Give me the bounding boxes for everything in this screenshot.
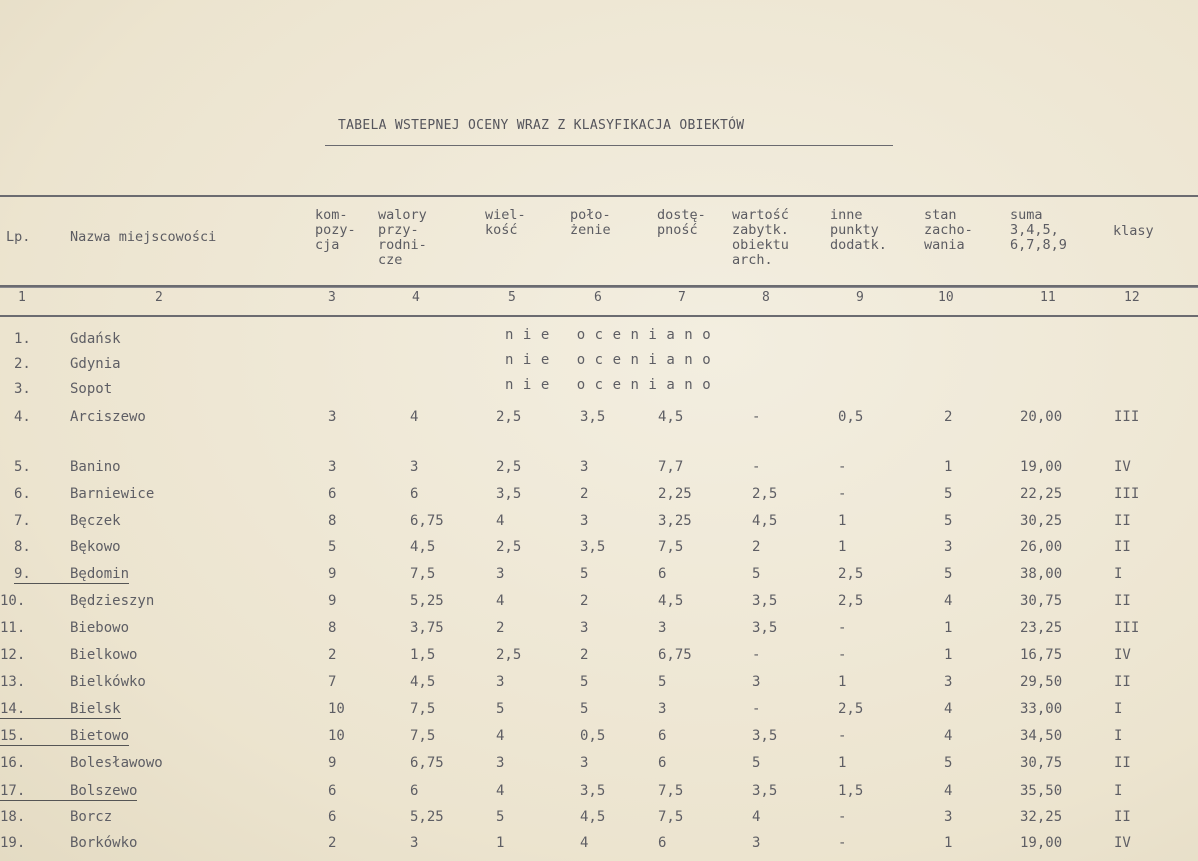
value-cell-c7: 4,5 <box>658 593 684 609</box>
row-number: 4. <box>14 409 31 425</box>
value-cell-c9: 2,5 <box>838 566 864 582</box>
column-header: wartość zabytk. obiektu arch. <box>732 207 789 268</box>
column-header: dostę- pność <box>657 207 706 238</box>
value-cell-c4: 7,5 <box>410 701 436 717</box>
value-cell-c4: 7,5 <box>410 728 436 744</box>
place-name: Barniewice <box>70 486 155 502</box>
value-cell-c12: I <box>1114 783 1123 799</box>
value-cell-c6: 2 <box>580 486 589 502</box>
value-cell-c8: 4 <box>752 809 761 825</box>
not-rated-note: nie oceniano <box>505 352 721 368</box>
value-cell-c12: III <box>1114 620 1140 636</box>
value-cell-c6: 3,5 <box>580 539 606 555</box>
value-cell-c7: 7,5 <box>658 809 684 825</box>
value-cell-c12: I <box>1114 701 1123 717</box>
value-cell-c4: 6 <box>410 783 419 799</box>
value-cell-c9: 1 <box>838 539 847 555</box>
value-cell-c3: 6 <box>328 809 337 825</box>
column-number: 10 <box>938 290 954 305</box>
column-number: 3 <box>328 290 336 305</box>
place-name: Biebowo <box>70 620 130 636</box>
place-name: Borcz <box>70 809 113 825</box>
value-cell-c6: 3,5 <box>580 409 606 425</box>
value-cell-c9: - <box>838 835 847 851</box>
column-header: suma 3,4,5, 6,7,8,9 <box>1010 207 1067 253</box>
value-cell-c8: 3 <box>752 674 761 690</box>
value-cell-c11: 32,25 <box>1020 809 1063 825</box>
value-cell-c5: 4 <box>496 783 505 799</box>
value-cell-c11: 29,50 <box>1020 674 1063 690</box>
value-cell-c11: 30,75 <box>1020 593 1063 609</box>
value-cell-c3: 8 <box>328 513 337 529</box>
value-cell-c9: 0,5 <box>838 409 864 425</box>
value-cell-c8: 3,5 <box>752 783 778 799</box>
value-cell-c4: 6,75 <box>410 513 444 529</box>
value-cell-c10: 3 <box>944 539 953 555</box>
value-cell-c7: 7,5 <box>658 539 684 555</box>
value-cell-c4: 5,25 <box>410 593 444 609</box>
value-cell-c12: III <box>1114 409 1140 425</box>
column-number: 12 <box>1124 290 1140 305</box>
value-cell-c10: 4 <box>944 728 953 744</box>
value-cell-c12: II <box>1114 539 1131 555</box>
value-cell-c5: 3,5 <box>496 486 522 502</box>
column-number: 7 <box>678 290 686 305</box>
value-cell-c9: 2,5 <box>838 593 864 609</box>
value-cell-c4: 4,5 <box>410 674 436 690</box>
value-cell-c11: 30,75 <box>1020 755 1063 771</box>
value-cell-c4: 4 <box>410 409 419 425</box>
value-cell-c3: 9 <box>328 593 337 609</box>
place-name: Bielkowo <box>70 647 138 663</box>
value-cell-c7: 7,7 <box>658 459 684 475</box>
value-cell-c8: 4,5 <box>752 513 778 529</box>
value-cell-c10: 3 <box>944 674 953 690</box>
value-cell-c7: 6 <box>658 728 667 744</box>
value-cell-c5: 1 <box>496 835 505 851</box>
place-name: Sopot <box>70 381 113 397</box>
value-cell-c5: 3 <box>496 755 505 771</box>
column-header: klasy <box>1113 223 1154 239</box>
row-number: 8. <box>14 539 31 555</box>
value-cell-c6: 2 <box>580 593 589 609</box>
value-cell-c3: 6 <box>328 486 337 502</box>
value-cell-c6: 5 <box>580 701 589 717</box>
value-cell-c12: II <box>1114 674 1131 690</box>
value-cell-c8: - <box>752 701 761 717</box>
value-cell-c7: 5 <box>658 674 667 690</box>
value-cell-c4: 6,75 <box>410 755 444 771</box>
value-cell-c5: 5 <box>496 809 505 825</box>
column-header: inne punkty dodatk. <box>830 207 887 253</box>
value-cell-c3: 3 <box>328 459 337 475</box>
row-number: 5. <box>14 459 31 475</box>
value-cell-c5: 4 <box>496 728 505 744</box>
value-cell-c7: 6 <box>658 566 667 582</box>
column-header: kom- pozy- cja <box>315 207 356 253</box>
row-number: 15. <box>0 728 60 746</box>
row-number: 3. <box>14 381 31 397</box>
value-cell-c9: - <box>838 647 847 663</box>
column-header: walory przy- rodni- cze <box>378 207 427 268</box>
value-cell-c9: - <box>838 459 847 475</box>
value-cell-c4: 3 <box>410 835 419 851</box>
place-name: Borkówko <box>70 835 138 851</box>
value-cell-c7: 6 <box>658 755 667 771</box>
value-cell-c11: 22,25 <box>1020 486 1063 502</box>
place-name: Będomin <box>60 566 129 584</box>
value-cell-c11: 30,25 <box>1020 513 1063 529</box>
value-cell-c8: 3,5 <box>752 593 778 609</box>
value-cell-c8: 3,5 <box>752 620 778 636</box>
value-cell-c3: 10 <box>328 728 345 744</box>
place-name: Bielkówko <box>70 674 146 690</box>
document-title: TABELA WSTEPNEJ OCENY WRAZ Z KLASYFIKACJA OBIEKTÓW <box>338 118 745 133</box>
value-cell-c3: 6 <box>328 783 337 799</box>
place-name: Będzieszyn <box>70 593 155 609</box>
value-cell-c12: III <box>1114 486 1140 502</box>
row-number: 6. <box>14 486 31 502</box>
value-cell-c5: 2 <box>496 620 505 636</box>
value-cell-c6: 3,5 <box>580 783 606 799</box>
place-name: Bęczek <box>70 513 121 529</box>
column-header: wiel- kość <box>485 207 526 238</box>
column-number: 5 <box>508 290 516 305</box>
value-cell-c6: 3 <box>580 755 589 771</box>
value-cell-c3: 9 <box>328 566 337 582</box>
value-cell-c8: - <box>752 409 761 425</box>
value-cell-c10: 5 <box>944 513 953 529</box>
value-cell-c7: 4,5 <box>658 409 684 425</box>
value-cell-c10: 4 <box>944 783 953 799</box>
value-cell-c12: II <box>1114 755 1131 771</box>
value-cell-c3: 9 <box>328 755 337 771</box>
value-cell-c9: - <box>838 620 847 636</box>
column-header: poło- żenie <box>570 207 611 238</box>
value-cell-c12: IV <box>1114 835 1131 851</box>
value-cell-c8: 3,5 <box>752 728 778 744</box>
value-cell-c10: 2 <box>944 409 953 425</box>
value-cell-c10: 5 <box>944 566 953 582</box>
place-name: Gdańsk <box>70 331 121 347</box>
row-number: 13. <box>0 674 26 690</box>
value-cell-c9: 1 <box>838 755 847 771</box>
value-cell-c12: II <box>1114 593 1131 609</box>
value-cell-c5: 4 <box>496 593 505 609</box>
value-cell-c3: 5 <box>328 539 337 555</box>
value-cell-c3: 8 <box>328 620 337 636</box>
value-cell-c6: 3 <box>580 620 589 636</box>
value-cell-c6: 2 <box>580 647 589 663</box>
value-cell-c9: 1,5 <box>838 783 864 799</box>
value-cell-c6: 3 <box>580 459 589 475</box>
value-cell-c5: 5 <box>496 701 505 717</box>
value-cell-c7: 3,25 <box>658 513 692 529</box>
value-cell-c5: 3 <box>496 674 505 690</box>
value-cell-c12: I <box>1114 728 1123 744</box>
value-cell-c7: 6 <box>658 835 667 851</box>
place-name: Gdynia <box>70 356 121 372</box>
value-cell-c8: - <box>752 647 761 663</box>
value-cell-c7: 3 <box>658 620 667 636</box>
value-cell-c10: 3 <box>944 809 953 825</box>
value-cell-c11: 19,00 <box>1020 835 1063 851</box>
not-rated-note: nie oceniano <box>505 327 721 343</box>
value-cell-c5: 3 <box>496 566 505 582</box>
row-number: 17. <box>0 783 60 801</box>
value-cell-c3: 2 <box>328 647 337 663</box>
value-cell-c11: 35,50 <box>1020 783 1063 799</box>
row-number: 16. <box>0 755 26 771</box>
value-cell-c7: 7,5 <box>658 783 684 799</box>
row-number: 2. <box>14 356 31 372</box>
value-cell-c6: 4 <box>580 835 589 851</box>
value-cell-c6: 5 <box>580 674 589 690</box>
column-number: 9 <box>856 290 864 305</box>
value-cell-c4: 4,5 <box>410 539 436 555</box>
value-cell-c10: 1 <box>944 459 953 475</box>
row-number: 10. <box>0 593 26 609</box>
value-cell-c11: 16,75 <box>1020 647 1063 663</box>
value-cell-c12: IV <box>1114 647 1131 663</box>
value-cell-c7: 6,75 <box>658 647 692 663</box>
place-name: Bękowo <box>70 539 121 555</box>
column-header: Lp. <box>6 229 31 245</box>
value-cell-c8: 5 <box>752 755 761 771</box>
value-cell-c10: 5 <box>944 755 953 771</box>
row-number: 14. <box>0 701 60 719</box>
value-cell-c12: II <box>1114 513 1131 529</box>
value-cell-c12: I <box>1114 566 1123 582</box>
value-cell-c10: 4 <box>944 701 953 717</box>
numbers-bottom-rule <box>0 315 1198 317</box>
value-cell-c7: 3 <box>658 701 667 717</box>
value-cell-c5: 2,5 <box>496 409 522 425</box>
value-cell-c4: 6 <box>410 486 419 502</box>
value-cell-c4: 1,5 <box>410 647 436 663</box>
value-cell-c8: 2,5 <box>752 486 778 502</box>
value-cell-c6: 5 <box>580 566 589 582</box>
value-cell-c9: 2,5 <box>838 701 864 717</box>
value-cell-c11: 26,00 <box>1020 539 1063 555</box>
value-cell-c11: 33,00 <box>1020 701 1063 717</box>
value-cell-c5: 2,5 <box>496 459 522 475</box>
column-number: 2 <box>155 290 163 305</box>
header-bottom-rule-thin <box>0 287 1198 288</box>
value-cell-c3: 7 <box>328 674 337 690</box>
value-cell-c8: 2 <box>752 539 761 555</box>
value-cell-c4: 3,75 <box>410 620 444 636</box>
value-cell-c9: - <box>838 728 847 744</box>
value-cell-c11: 34,50 <box>1020 728 1063 744</box>
header-top-rule <box>0 195 1198 197</box>
value-cell-c4: 7,5 <box>410 566 436 582</box>
column-number: 4 <box>412 290 420 305</box>
value-cell-c5: 2,5 <box>496 647 522 663</box>
value-cell-c10: 1 <box>944 620 953 636</box>
value-cell-c6: 0,5 <box>580 728 606 744</box>
not-rated-note: nie oceniano <box>505 377 721 393</box>
value-cell-c12: II <box>1114 809 1131 825</box>
row-number: 1. <box>14 331 31 347</box>
value-cell-c8: 5 <box>752 566 761 582</box>
value-cell-c8: 3 <box>752 835 761 851</box>
row-number: 18. <box>0 809 26 825</box>
column-header: stan zacho- wania <box>924 207 973 253</box>
column-number: 11 <box>1040 290 1056 305</box>
place-name: Bolszewo <box>60 783 137 801</box>
value-cell-c9: 1 <box>838 674 847 690</box>
value-cell-c6: 3 <box>580 513 589 529</box>
value-cell-c9: - <box>838 486 847 502</box>
value-cell-c10: 1 <box>944 835 953 851</box>
value-cell-c3: 3 <box>328 409 337 425</box>
value-cell-c5: 2,5 <box>496 539 522 555</box>
value-cell-c8: - <box>752 459 761 475</box>
value-cell-c7: 2,25 <box>658 486 692 502</box>
place-name: Banino <box>70 459 121 475</box>
place-name: Bielsk <box>60 701 121 719</box>
place-name: Bolesławowo <box>70 755 163 771</box>
value-cell-c10: 5 <box>944 486 953 502</box>
column-number: 1 <box>18 290 26 305</box>
row-number: 7. <box>14 513 31 529</box>
value-cell-c4: 3 <box>410 459 419 475</box>
row-number: 12. <box>0 647 26 663</box>
place-name: Bietowo <box>60 728 129 746</box>
value-cell-c3: 10 <box>328 701 345 717</box>
column-header: Nazwa miejscowości <box>70 229 217 245</box>
column-number: 8 <box>762 290 770 305</box>
place-name: Arciszewo <box>70 409 146 425</box>
value-cell-c6: 4,5 <box>580 809 606 825</box>
title-underline <box>325 145 893 146</box>
row-number: 11. <box>0 620 26 636</box>
value-cell-c10: 1 <box>944 647 953 663</box>
value-cell-c11: 23,25 <box>1020 620 1063 636</box>
value-cell-c11: 20,00 <box>1020 409 1063 425</box>
value-cell-c10: 4 <box>944 593 953 609</box>
row-number: 19. <box>0 835 26 851</box>
value-cell-c12: IV <box>1114 459 1131 475</box>
value-cell-c5: 4 <box>496 513 505 529</box>
value-cell-c11: 38,00 <box>1020 566 1063 582</box>
value-cell-c9: - <box>838 809 847 825</box>
value-cell-c9: 1 <box>838 513 847 529</box>
column-number: 6 <box>594 290 602 305</box>
row-number: 9. <box>14 566 60 584</box>
value-cell-c11: 19,00 <box>1020 459 1063 475</box>
value-cell-c3: 2 <box>328 835 337 851</box>
value-cell-c4: 5,25 <box>410 809 444 825</box>
